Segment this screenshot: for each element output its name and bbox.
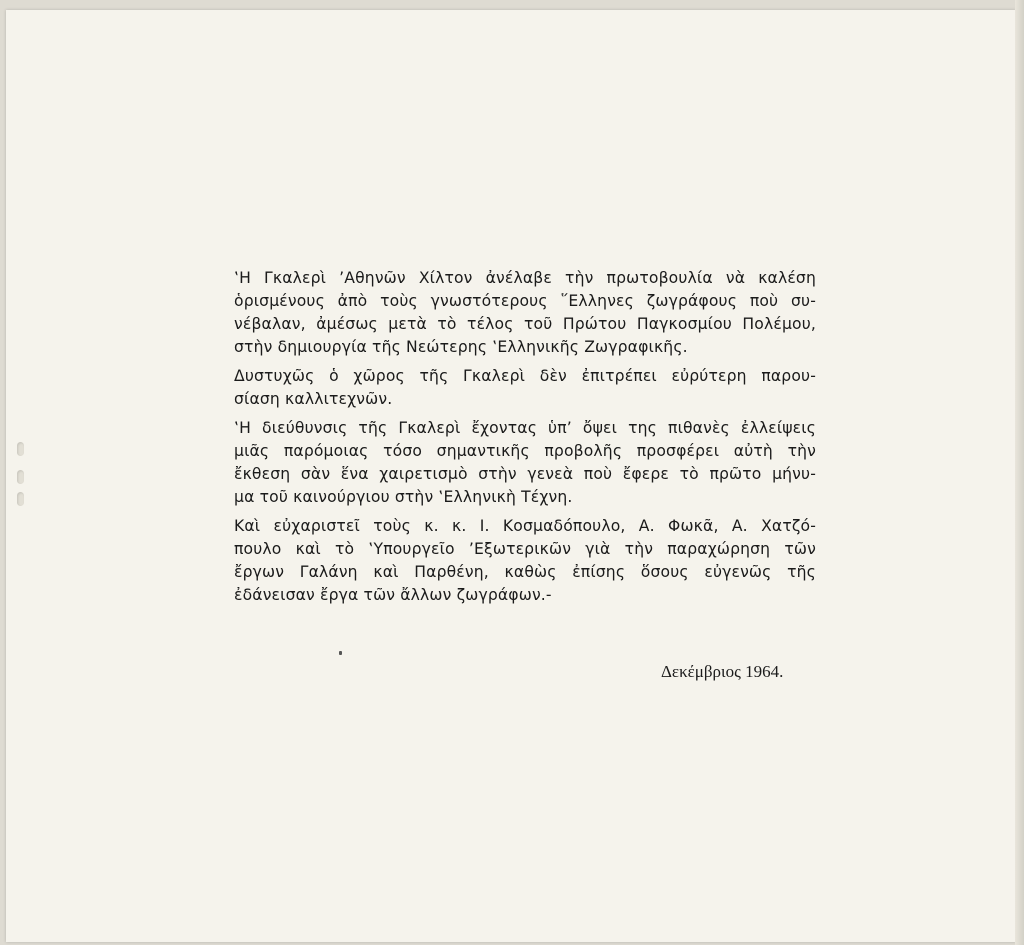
body-text (234, 267, 816, 607)
paper-sheet (6, 10, 1016, 942)
binding-hole (17, 470, 24, 484)
text-line: ‛Η Γκαλερὶ ’Αθηνῶν Χίλτον ἀνέλαβε τὴν πρωτοβουλία νὰ καλέση (234, 269, 816, 287)
text-line: Καὶ εὐχαριστεῖ τοὺς κ. κ. Ι. Κοσμαδόπουλο, Α. Φωκᾶ, Α. Χατζό- (234, 517, 816, 535)
paragraph-direction (234, 417, 816, 509)
text-line: πουλο καὶ τὸ ‛Υπουργεῖο ’Εξωτερικῶν γιὰ τὴν παραχώρηση τῶν (234, 540, 816, 558)
page-edge (1015, 0, 1024, 945)
text-line: ἔργων Γαλάνη καὶ Παρθένη, καθὼς ἐπίσης ὅσους εὐγενῶς τῆς (234, 563, 816, 581)
text-line: μα τοῦ καινούργιου στὴν ‛Ελληνικὴ Τέχνη. (234, 488, 573, 506)
text-line: ἔκθεση σὰν ἕνα χαιρετισμὸ στὴν γενεὰ ποὺ ἔφερε τὸ πρῶτο μήνυ- (234, 465, 816, 483)
binding-hole (17, 442, 24, 456)
text-line: Δυστυχῶς ὁ χῶρος τῆς Γκαλερὶ δὲν ἐπιτρέπει εὐρύτερη παρου- (234, 367, 816, 385)
text-line: ἐδάνεισαν ἔργα τῶν ἄλλων ζωγράφων.- (234, 586, 552, 604)
text-line: νέβαλαν, ἀμέσως μετὰ τὸ τέλος τοῦ Πρώτου Παγκοσμίου Πολέμου, (234, 315, 816, 333)
text-line: μιᾶς παρόμοιας τόσο σημαντικῆς προβολῆς προσφέρει αὐτὴ τὴν (234, 442, 816, 460)
text-line: σίαση καλλιτεχνῶν. (234, 390, 393, 408)
paragraph-intro (234, 267, 816, 359)
binding-hole (17, 492, 24, 506)
paragraph-space (234, 365, 816, 411)
paragraph-thanks (234, 515, 816, 607)
document-date: Δεκέμβριος 1964. (661, 662, 784, 681)
text-line: στὴν δημιουργία τῆς Νεώτερης ‛Ελληνικῆς Ζωγραφικῆς. (234, 338, 688, 356)
text-line: ‛Η διεύθυνσις τῆς Γκαλερὶ ἔχοντας ὑπ’ ὄψει της πιθανὲς ἐλλείψεις (234, 419, 816, 437)
text-line: ὁρισμένους ἀπὸ τοὺς γνωστότερους ῞Ελληνες ζωγράφους ποὺ συ- (234, 292, 816, 310)
ink-speck (339, 651, 342, 655)
